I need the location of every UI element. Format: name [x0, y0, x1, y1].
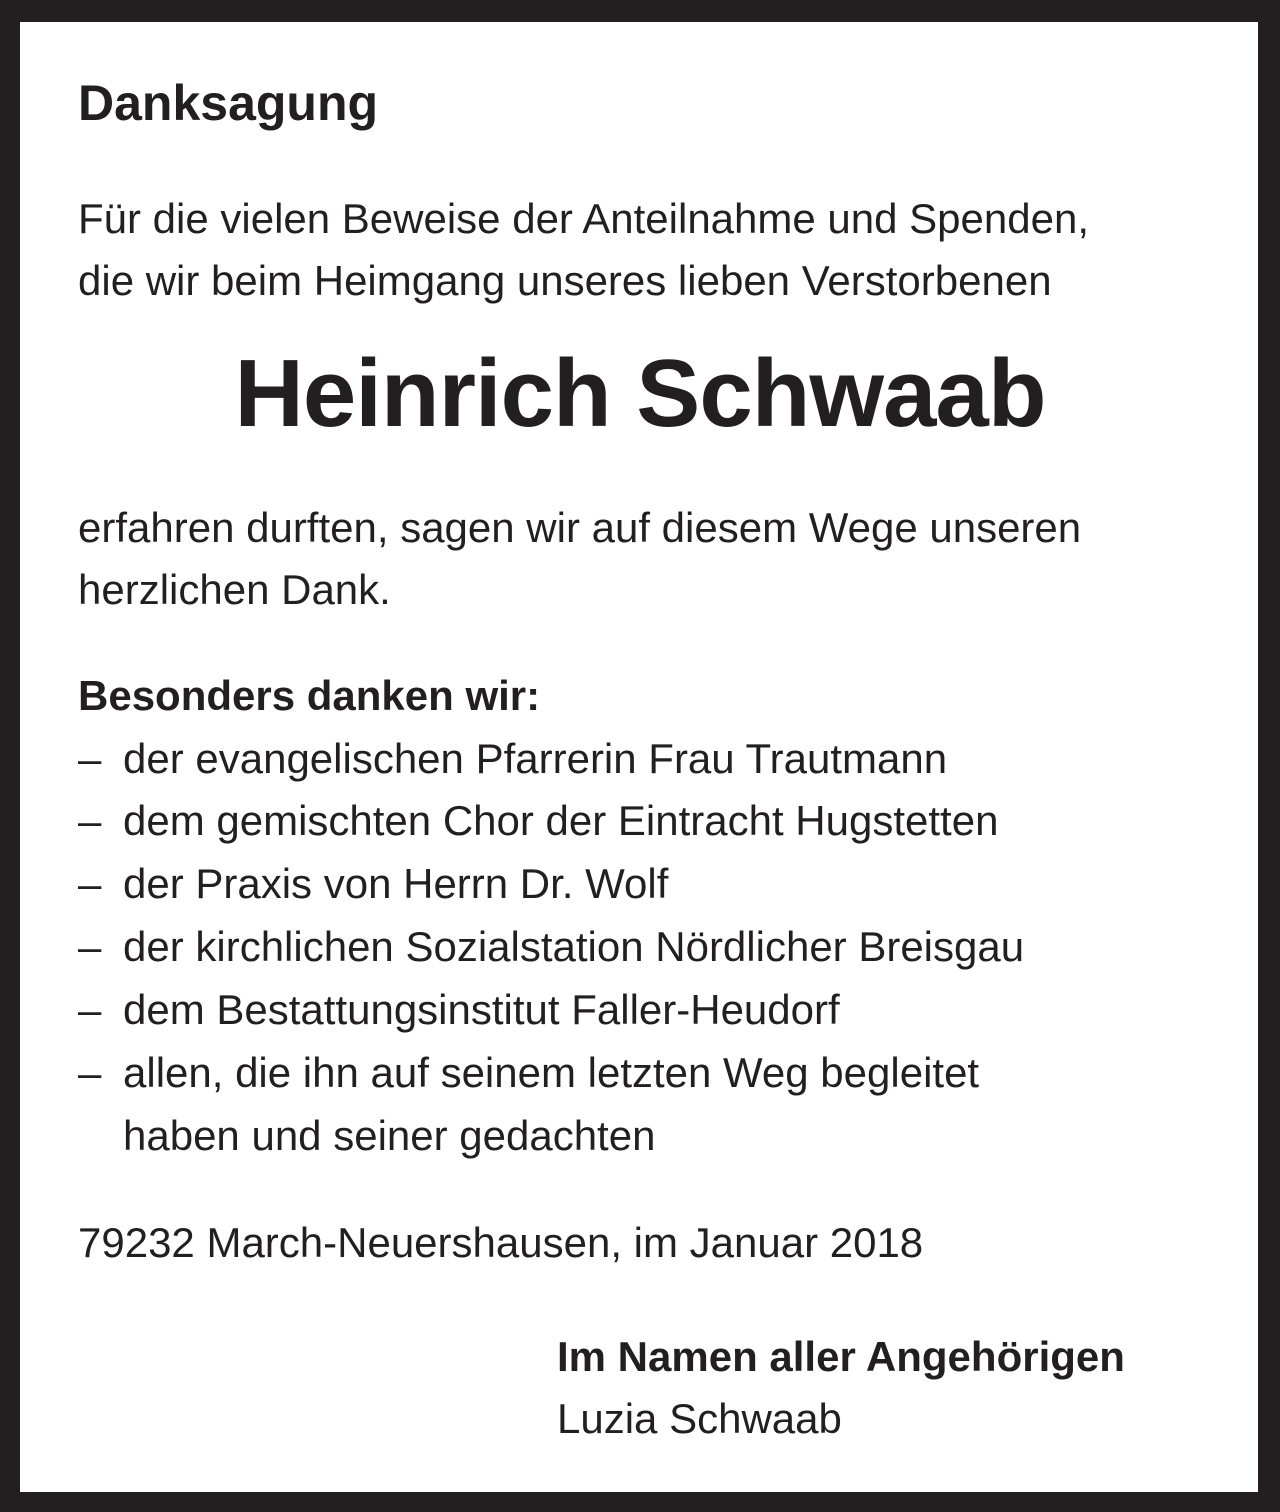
list-dash: –	[78, 860, 102, 907]
special-thanks-item: der kirchlichen Sozialstation Nördlicher Breisgau	[123, 923, 1025, 970]
list-dash: –	[78, 735, 102, 782]
special-thanks-item: dem gemischten Chor der Eintracht Hugstetten	[123, 797, 999, 844]
signature-name: Luzia Schwaab	[557, 1395, 842, 1442]
special-thanks-heading: Besonders danken wir:	[78, 672, 541, 719]
place-date: 79232 March-Neuershausen, im Januar 2018	[78, 1219, 924, 1266]
intro-line-1: Für die vielen Beweise der Anteilnahme und Spenden,	[78, 195, 1089, 242]
notice-heading: Danksagung	[78, 75, 379, 131]
special-thanks-item-continuation: haben und seiner gedachten	[123, 1112, 656, 1159]
special-thanks-item: dem Bestattungsinstitut Faller-Heudorf	[123, 986, 840, 1033]
special-thanks-item: der Praxis von Herrn Dr. Wolf	[123, 860, 669, 907]
thanks-line-2: herzlichen Dank.	[78, 566, 391, 613]
list-dash: –	[78, 923, 102, 970]
thanks-line-1: erfahren durften, sagen wir auf diesem Wege unseren	[78, 504, 1082, 551]
intro-line-2: die wir beim Heimgang unseres lieben Verstorbenen	[78, 257, 1052, 304]
list-dash: –	[78, 986, 102, 1033]
list-dash: –	[78, 797, 102, 844]
signature-heading: Im Namen aller Angehörigen	[557, 1333, 1125, 1380]
special-thanks-item: der evangelischen Pfarrerin Frau Trautmann	[123, 735, 948, 782]
list-dash: –	[78, 1049, 102, 1096]
deceased-name: Heinrich Schwaab	[234, 340, 1046, 447]
special-thanks-item: allen, die ihn auf seinem letzten Weg begleitet	[123, 1049, 980, 1096]
